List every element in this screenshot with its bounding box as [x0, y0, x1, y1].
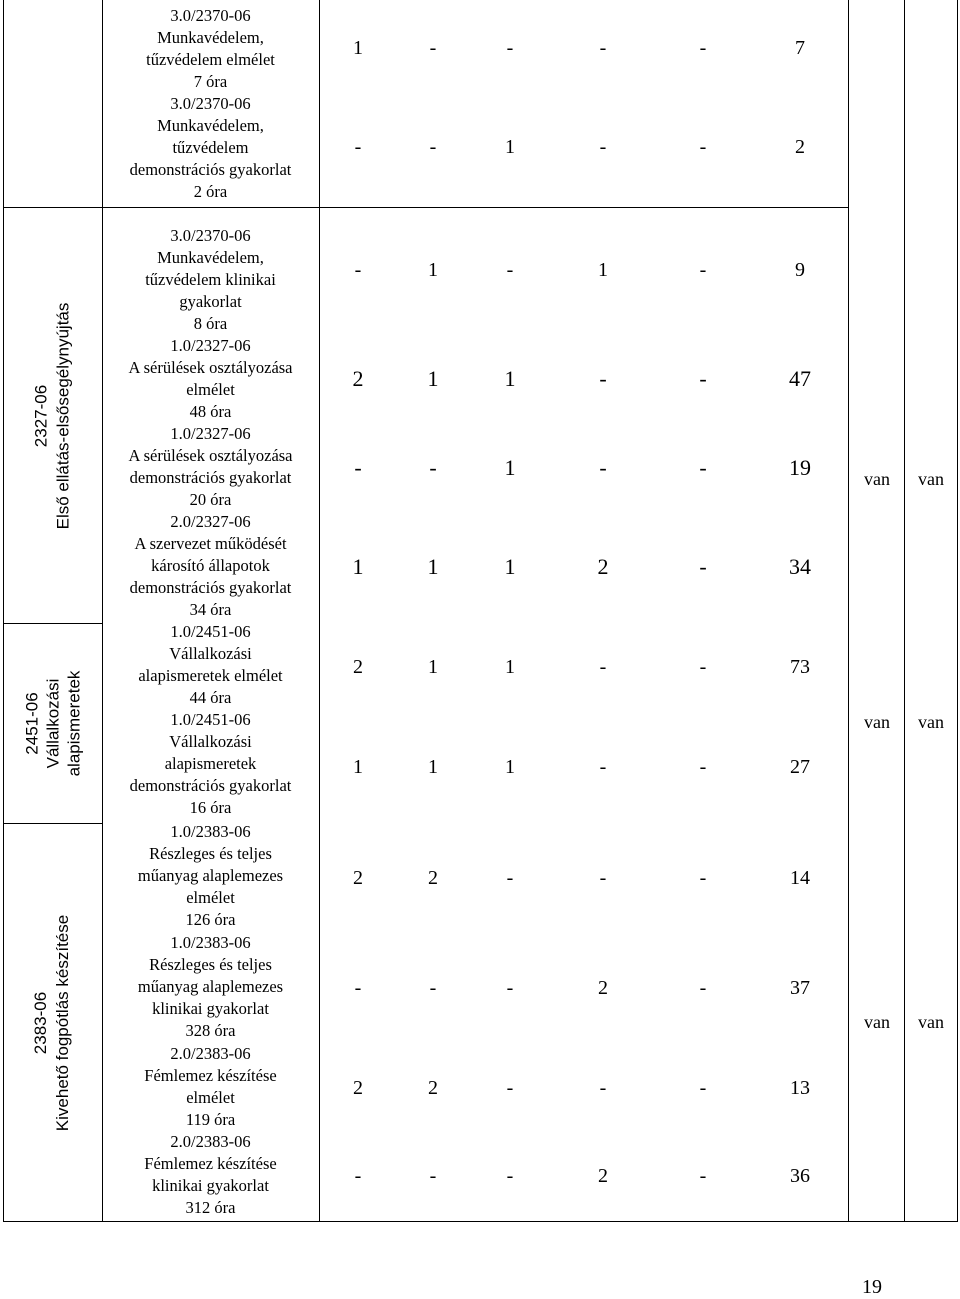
subject-line: 3.0/2370-06 [170, 94, 251, 113]
value-cell: - [506, 36, 514, 59]
subject-line: Részleges és teljes [149, 844, 272, 863]
subject-line: Fémlemez készítése [144, 1154, 277, 1173]
result-value: van [918, 712, 944, 732]
subject-line: Munkavédelem, [157, 248, 264, 267]
subject-cell [103, 1131, 318, 1219]
subject-line: 8 óra [193, 314, 228, 333]
module-header [3, 824, 102, 1221]
subject-line: alapismeretek [164, 754, 257, 773]
value-row [322, 968, 848, 1008]
value-cell: - [599, 1076, 607, 1099]
subject-cell [103, 511, 318, 621]
table-divider-subject [319, 0, 320, 1222]
value-cell: 9 [795, 258, 805, 281]
value-cell: - [699, 976, 707, 999]
subject-line: Vállalkozási [169, 644, 252, 663]
value-cell: - [429, 135, 437, 158]
value-cell: 2 [352, 366, 364, 391]
value-cell: - [506, 1076, 514, 1099]
value-cell: 1 [504, 455, 516, 480]
subject-line: demonstrációs gyakorlat [129, 160, 292, 179]
subject-cell [103, 335, 318, 423]
subject-line: demonstrációs gyakorlat [129, 578, 292, 597]
value-cell: - [429, 36, 437, 59]
subject-cell [103, 621, 318, 709]
value-cell: - [354, 976, 362, 999]
subject-line: 2.0/2383-06 [170, 1044, 251, 1063]
value-cell: - [599, 866, 607, 889]
value-cell: - [429, 976, 437, 999]
value-row [322, 1068, 848, 1108]
table-divider-results [904, 0, 905, 1222]
value-cell: - [699, 755, 707, 778]
subject-line: Vállalkozási [169, 732, 252, 751]
subject-line: klinikai gyakorlat [152, 999, 269, 1018]
value-cell: 1 [598, 258, 608, 281]
value-cell: 14 [790, 866, 810, 889]
value-cell: - [506, 976, 514, 999]
module-name: Vállalkozási [43, 678, 63, 769]
row-divider [3, 207, 849, 208]
subject-line: 44 óra [189, 688, 232, 707]
value-cell: 1 [504, 366, 516, 391]
value-cell: 1 [353, 36, 363, 59]
subject-line: műanyag alaplemezes [137, 977, 284, 996]
value-cell: 2 [353, 655, 363, 678]
value-row [322, 28, 848, 68]
module-code: 2327-06 [31, 384, 51, 447]
value-cell: - [354, 135, 362, 158]
subject-line: 1.0/2451-06 [170, 710, 251, 729]
subject-line: A sérülések osztályozása [128, 446, 293, 465]
subject-line: 1.0/2327-06 [170, 424, 251, 443]
subject-line: klinikai gyakorlat [152, 1176, 269, 1195]
table-right-border [957, 0, 958, 1222]
subject-line: elmélet [186, 380, 235, 399]
value-cell: 1 [428, 655, 438, 678]
value-cell: - [506, 1164, 514, 1187]
subject-line: A szervezet működését [134, 534, 287, 553]
value-cell: - [506, 258, 514, 281]
value-cell: - [699, 1164, 707, 1187]
subject-line: gyakorlat [179, 292, 242, 311]
subject-line: elmélet [186, 1088, 235, 1107]
value-cell: 37 [790, 976, 810, 999]
subject-line: 1.0/2327-06 [170, 336, 251, 355]
value-cell: 1 [427, 554, 439, 579]
page-number: 19 [862, 1276, 882, 1298]
value-cell: 1 [505, 655, 515, 678]
value-cell: - [699, 554, 707, 579]
value-row [322, 747, 848, 787]
value-cell: 2 [597, 554, 609, 579]
subject-cell [103, 423, 318, 511]
value-row [322, 127, 848, 167]
value-row [322, 1156, 848, 1196]
value-cell: 1 [428, 755, 438, 778]
value-cell: - [699, 1076, 707, 1099]
subject-line: 3.0/2370-06 [170, 6, 251, 25]
value-cell: - [599, 455, 607, 480]
subject-line: Munkavédelem, [157, 116, 264, 135]
value-cell: 2 [353, 866, 363, 889]
subject-cell [103, 93, 318, 203]
subject-line: tűzvédelem klinikai [145, 270, 276, 289]
value-cell: 1 [352, 554, 364, 579]
table-divider-values [848, 0, 849, 1222]
value-row [322, 858, 848, 898]
value-cell: - [354, 455, 362, 480]
value-cell: 1 [505, 755, 515, 778]
subject-cell [103, 932, 318, 1042]
table-bottom-border [3, 1221, 958, 1222]
subject-line: 1.0/2451-06 [170, 622, 251, 641]
subject-line: 1.0/2383-06 [170, 822, 251, 841]
value-row [322, 547, 848, 587]
subject-line: Fémlemez készítése [144, 1066, 277, 1085]
result-value: van [864, 469, 890, 489]
module-header [3, 624, 102, 823]
value-row [322, 250, 848, 290]
value-cell: - [354, 258, 362, 281]
result-value: van [864, 1012, 890, 1032]
subject-line: 48 óra [189, 402, 232, 421]
subject-cell [103, 5, 318, 93]
value-cell: - [699, 258, 707, 281]
subject-line: 16 óra [189, 798, 232, 817]
subject-line: műanyag alaplemezes [137, 866, 284, 885]
value-cell: - [599, 366, 607, 391]
module-code: 2451-06 [22, 692, 42, 755]
value-cell: - [699, 135, 707, 158]
value-cell: - [699, 655, 707, 678]
subject-cell [103, 1043, 318, 1131]
subject-line: 34 óra [189, 600, 232, 619]
result-value: van [918, 469, 944, 489]
value-cell: - [699, 455, 707, 480]
value-cell: 1 [505, 135, 515, 158]
value-cell: 13 [790, 1076, 810, 1099]
subject-line: 1.0/2383-06 [170, 933, 251, 952]
subject-line: tűzvédelem [172, 138, 249, 157]
value-cell: - [429, 1164, 437, 1187]
subject-line: 2 óra [193, 182, 228, 201]
subject-line: tűzvédelem elmélet [146, 50, 275, 69]
module-header [3, 208, 102, 623]
module-name: alapismeretek [64, 670, 84, 777]
value-cell: 1 [504, 554, 516, 579]
subject-line: 7 óra [193, 72, 228, 91]
value-cell: 2 [598, 976, 608, 999]
value-cell: - [429, 455, 437, 480]
subject-line: 312 óra [185, 1198, 236, 1217]
value-cell: - [599, 755, 607, 778]
value-cell: - [599, 135, 607, 158]
subject-line: Részleges és teljes [149, 955, 272, 974]
result-value: van [918, 1012, 944, 1032]
value-cell: - [699, 366, 707, 391]
module-name: Első ellátás-elsősegélynyújtás [53, 302, 73, 529]
value-cell: - [354, 1164, 362, 1187]
value-cell: 34 [789, 554, 811, 579]
subject-line: 20 óra [189, 490, 232, 509]
value-cell: 73 [790, 655, 810, 678]
value-cell: 2 [598, 1164, 608, 1187]
value-cell: 47 [789, 366, 811, 391]
value-cell: - [699, 36, 707, 59]
subject-line: demonstrációs gyakorlat [129, 776, 292, 795]
subject-line: A sérülések osztályozása [128, 358, 293, 377]
value-cell: 1 [427, 366, 439, 391]
value-cell: - [599, 36, 607, 59]
value-row [322, 448, 848, 488]
value-cell: - [599, 655, 607, 678]
value-cell: 1 [353, 755, 363, 778]
value-cell: 2 [428, 866, 438, 889]
subject-line: demonstrációs gyakorlat [129, 468, 292, 487]
module-name: Kivehető fogpótlás készítése [53, 914, 73, 1131]
value-row [322, 359, 848, 399]
value-cell: 27 [790, 755, 810, 778]
result-value: van [864, 712, 890, 732]
subject-line: 2.0/2327-06 [170, 512, 251, 531]
value-cell: - [506, 866, 514, 889]
value-cell: 19 [789, 455, 811, 480]
subject-line: Munkavédelem, [157, 28, 264, 47]
value-cell: 36 [790, 1164, 810, 1187]
subject-cell [103, 709, 318, 819]
subject-line: elmélet [186, 888, 235, 907]
subject-line: 119 óra [185, 1110, 236, 1129]
subject-line: 126 óra [185, 910, 236, 929]
value-cell: 1 [428, 258, 438, 281]
value-cell: - [699, 866, 707, 889]
subject-line: károsító állapotok [151, 556, 270, 575]
subject-cell [103, 225, 318, 335]
subject-line: 328 óra [185, 1021, 236, 1040]
module-code: 2383-06 [31, 991, 51, 1054]
subject-line: 2.0/2383-06 [170, 1132, 251, 1151]
value-cell: 2 [428, 1076, 438, 1099]
subject-line: alapismeretek elmélet [138, 666, 283, 685]
value-cell: 2 [353, 1076, 363, 1099]
value-cell: 2 [795, 135, 805, 158]
subject-line: 3.0/2370-06 [170, 226, 251, 245]
subject-cell [103, 821, 318, 931]
value-row [322, 647, 848, 687]
value-cell: 7 [795, 36, 805, 59]
